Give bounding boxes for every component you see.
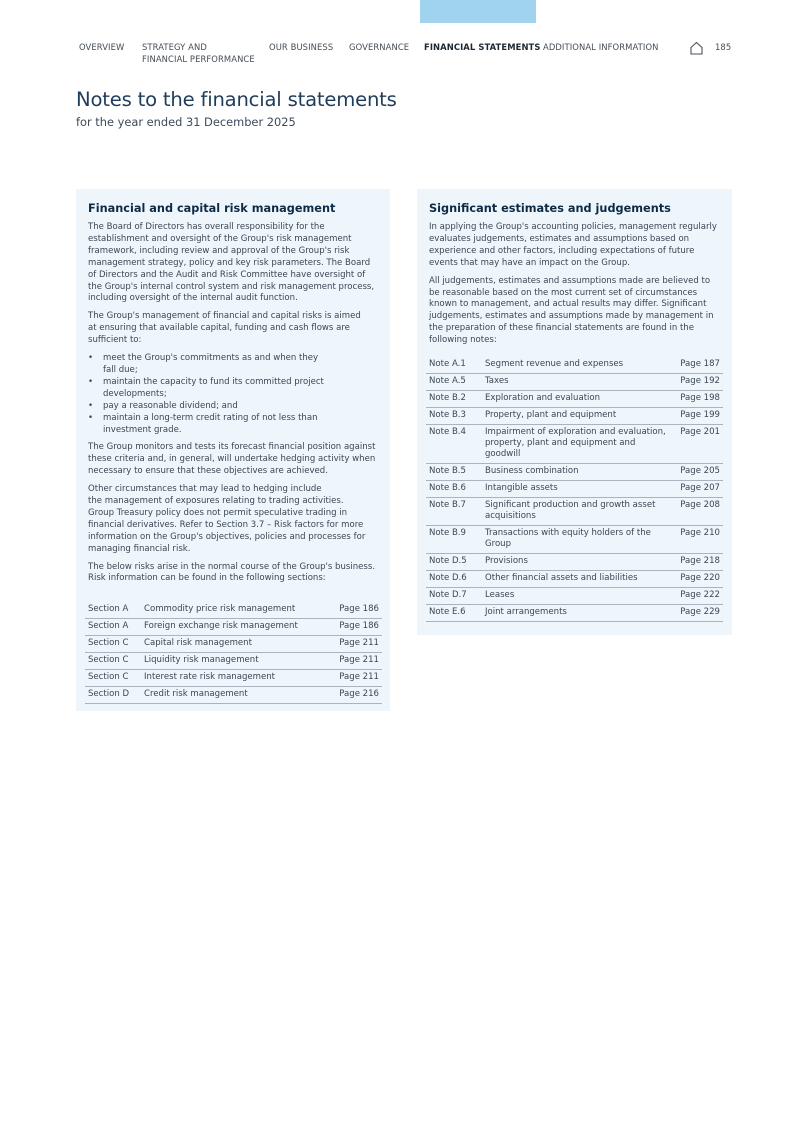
page-cell[interactable]: Page 222 [672,588,723,605]
desc-cell: Transactions with equity holders of the Group [482,526,672,554]
page-cell[interactable]: Page 216 [326,687,382,704]
page-cell[interactable]: Page 205 [672,464,723,481]
text-line: establishment and oversight of the Group's risk management [88,233,352,244]
text-line: framework, including review and approval of the Group's risk [88,245,350,256]
ref-cell: Note B.6 [426,481,482,498]
ref-cell: Section A [85,602,141,619]
ref-cell: Section A [85,619,141,636]
text-line: All judgements, estimates and assumptions made are believed to [429,275,711,286]
text-line: the Group's internal control system and risk management process, [88,281,375,292]
paragraph [88,311,384,347]
page-cell[interactable]: Page 210 [672,526,723,554]
page-cell[interactable]: Page 208 [672,498,723,526]
desc-cell: Provisions [482,554,672,571]
page-cell[interactable]: Page 198 [672,391,723,408]
text-line: developments; [103,388,167,399]
desc-cell: Other financial assets and liabilities [482,571,672,588]
ref-cell: Note B.2 [426,391,482,408]
ref-cell: Note D.6 [426,571,482,588]
table-row [426,408,723,425]
nav-strategy-line2: FINANCIAL PERFORMANCE [142,53,255,64]
text-line: events that may have an impact on the Group. [429,257,630,268]
text-line: evaluates judgements, estimates and assumptions based on [429,233,690,244]
table-row [426,425,723,464]
nav-additional-information[interactable]: ADDITIONAL INFORMATION [543,42,659,52]
page-cell[interactable]: Page 186 [326,602,382,619]
desc-cell: Business combination [482,464,672,481]
ref-cell: Note D.7 [426,588,482,605]
table-row [426,374,723,391]
table-row [426,464,723,481]
text-line: these criteria and, in general, will undertake hedging activity when [88,454,376,465]
text-line: fall due; [103,364,138,375]
desc-cell: Exploration and evaluation [482,391,672,408]
financial-risk-panel [76,189,390,711]
text-line: following notes: [429,335,497,346]
page-cell[interactable]: Page 218 [672,554,723,571]
page-subtitle: for the year ended 31 December 2025 [76,115,296,129]
nav-strategy-line1: STRATEGY AND [142,42,207,52]
text-line: sufficient to: [88,335,142,346]
page-cell[interactable]: Page 211 [326,636,382,653]
desc-cell: Significant production and growth asset acquisitions [482,498,672,526]
list-item [88,413,384,437]
top-navigation [0,42,793,72]
desc-cell: Leases [482,588,672,605]
ref-cell: Note E.6 [426,605,482,622]
text-line: necessary to ensure that these objectives are achieved. [88,466,328,477]
desc-cell: Joint arrangements [482,605,672,622]
table-row [426,391,723,408]
list-item [88,401,384,413]
paragraph [88,562,384,586]
desc-cell: Credit risk management [141,687,326,704]
page-cell[interactable]: Page 211 [326,670,382,687]
paragraph [429,222,725,270]
table-row [426,588,723,605]
text-line: In applying the Group's accounting policies, management regularly [429,222,717,232]
ref-cell: Section C [85,636,141,653]
nav-financial-statements[interactable]: FINANCIAL STATEMENTS [424,42,541,52]
financial-risk-heading: Financial and capital risk management [88,202,336,215]
list-item [88,353,384,377]
desc-cell: Segment revenue and expenses [482,357,672,374]
text-line: the preparation of these financial statements are found in the [429,323,694,334]
page-title: Notes to the financial statements [76,88,397,111]
text-line: pay a reasonable dividend; and [103,400,238,411]
text-line: including oversight of the internal audit function. [88,293,298,304]
page-cell[interactable]: Page 187 [672,357,723,374]
estimates-judgements-heading: Significant estimates and judgements [429,202,671,215]
table-row [85,670,382,687]
desc-cell: Interest rate risk management [141,670,326,687]
text-line: The Group monitors and tests its forecast financial position against [88,442,376,453]
table-row [426,605,723,622]
desc-cell: Intangible assets [482,481,672,498]
text-line: information on the Group's objectives, policies and processes for [88,531,366,542]
desc-cell: Liquidity risk management [141,653,326,670]
page-cell[interactable]: Page 201 [672,425,723,464]
text-line: at ensuring that available capital, funding and cash flows are [88,323,350,334]
paragraph [429,276,725,347]
text-line: of Directors and the Audit and Risk Committee have oversight of [88,269,366,280]
paragraph [88,222,384,305]
page-cell[interactable]: Page 229 [672,605,723,622]
text-line: Risk information can be found in the following sections: [88,573,326,584]
text-line: investment grade. [103,424,182,435]
ref-cell: Section D [85,687,141,704]
table-row [85,636,382,653]
list-item [88,377,384,401]
table-row [426,554,723,571]
nav-overview[interactable]: OVERVIEW [79,42,125,52]
desc-cell: Foreign exchange risk management [141,619,326,636]
table-row [85,687,382,704]
nav-our-business[interactable]: OUR BUSINESS [269,42,334,52]
table-row [426,357,723,374]
desc-cell: Capital risk management [141,636,326,653]
text-line: meet the Group's commitments as and when they [103,353,319,364]
home-icon[interactable] [690,41,703,55]
paragraph [88,484,384,555]
text-line: The Group's management of financial and capital risks is aimed [88,311,361,322]
bullet-list [88,353,384,436]
nav-governance[interactable]: GOVERNANCE [349,42,410,52]
table-row [85,619,382,636]
ref-cell: Note B.4 [426,425,482,464]
risk-sections-table [85,602,382,704]
text-line: be reasonable based on the most current set of circumstances [429,287,698,298]
ref-cell: Note B.7 [426,498,482,526]
desc-cell: Taxes [482,374,672,391]
text-line: Other circumstances that may lead to hedging include [88,484,322,495]
table-row [85,653,382,670]
page-cell[interactable]: Page 207 [672,481,723,498]
page-cell[interactable]: Page 186 [326,619,382,636]
table-row [85,602,382,619]
text-line: experience and other factors, including expectations of future [429,245,695,256]
page-cell[interactable]: Page 220 [672,571,723,588]
ref-cell: Note A.1 [426,357,482,374]
text-line: the management of exposures relating to trading activities. [88,496,344,507]
page-cell[interactable]: Page 211 [326,653,382,670]
top-section-tab [420,0,536,23]
text-line: maintain the capacity to fund its committed project [103,376,324,387]
financial-risk-body [88,222,384,591]
text-line: management strategy, policy and key risk parameters. The Board [88,257,371,268]
page-cell[interactable]: Page 199 [672,408,723,425]
estimates-judgements-panel [417,189,732,635]
desc-cell: Impairment of exploration and evaluation, property, plant and equipment and goodwill [482,425,672,464]
text-line: financial derivatives. Refer to Section 3.7 – Risk factors for more [88,519,364,530]
text-line: The below risks arise in the normal course of the Group's business. [88,561,376,572]
ref-cell: Note B.5 [426,464,482,481]
ref-cell: Section C [85,653,141,670]
ref-cell: Note B.9 [426,526,482,554]
paragraph [88,442,384,478]
table-row [426,526,723,554]
page-number: 185 [715,42,732,52]
text-line: maintain a long-term credit rating of not less than [103,412,318,423]
estimates-judgements-body [429,222,725,353]
table-row [426,481,723,498]
ref-cell: Note D.5 [426,554,482,571]
ref-cell: Note B.3 [426,408,482,425]
text-line: known to management, and actual results may differ. Significant [429,299,707,310]
nav-strategy[interactable] [142,42,255,65]
text-line: The Board of Directors has overall responsibility for the [88,222,325,232]
text-line: Group Treasury policy does not permit speculative trading in [88,507,348,518]
ref-cell: Section C [85,670,141,687]
table-row [426,498,723,526]
text-line: judgements, estimates and assumptions made by management in [429,311,714,322]
notes-table [426,357,723,622]
desc-cell: Property, plant and equipment [482,408,672,425]
desc-cell: Commodity price risk management [141,602,326,619]
table-row [426,571,723,588]
ref-cell: Note A.5 [426,374,482,391]
text-line: managing financial risk. [88,543,191,554]
page-cell[interactable]: Page 192 [672,374,723,391]
